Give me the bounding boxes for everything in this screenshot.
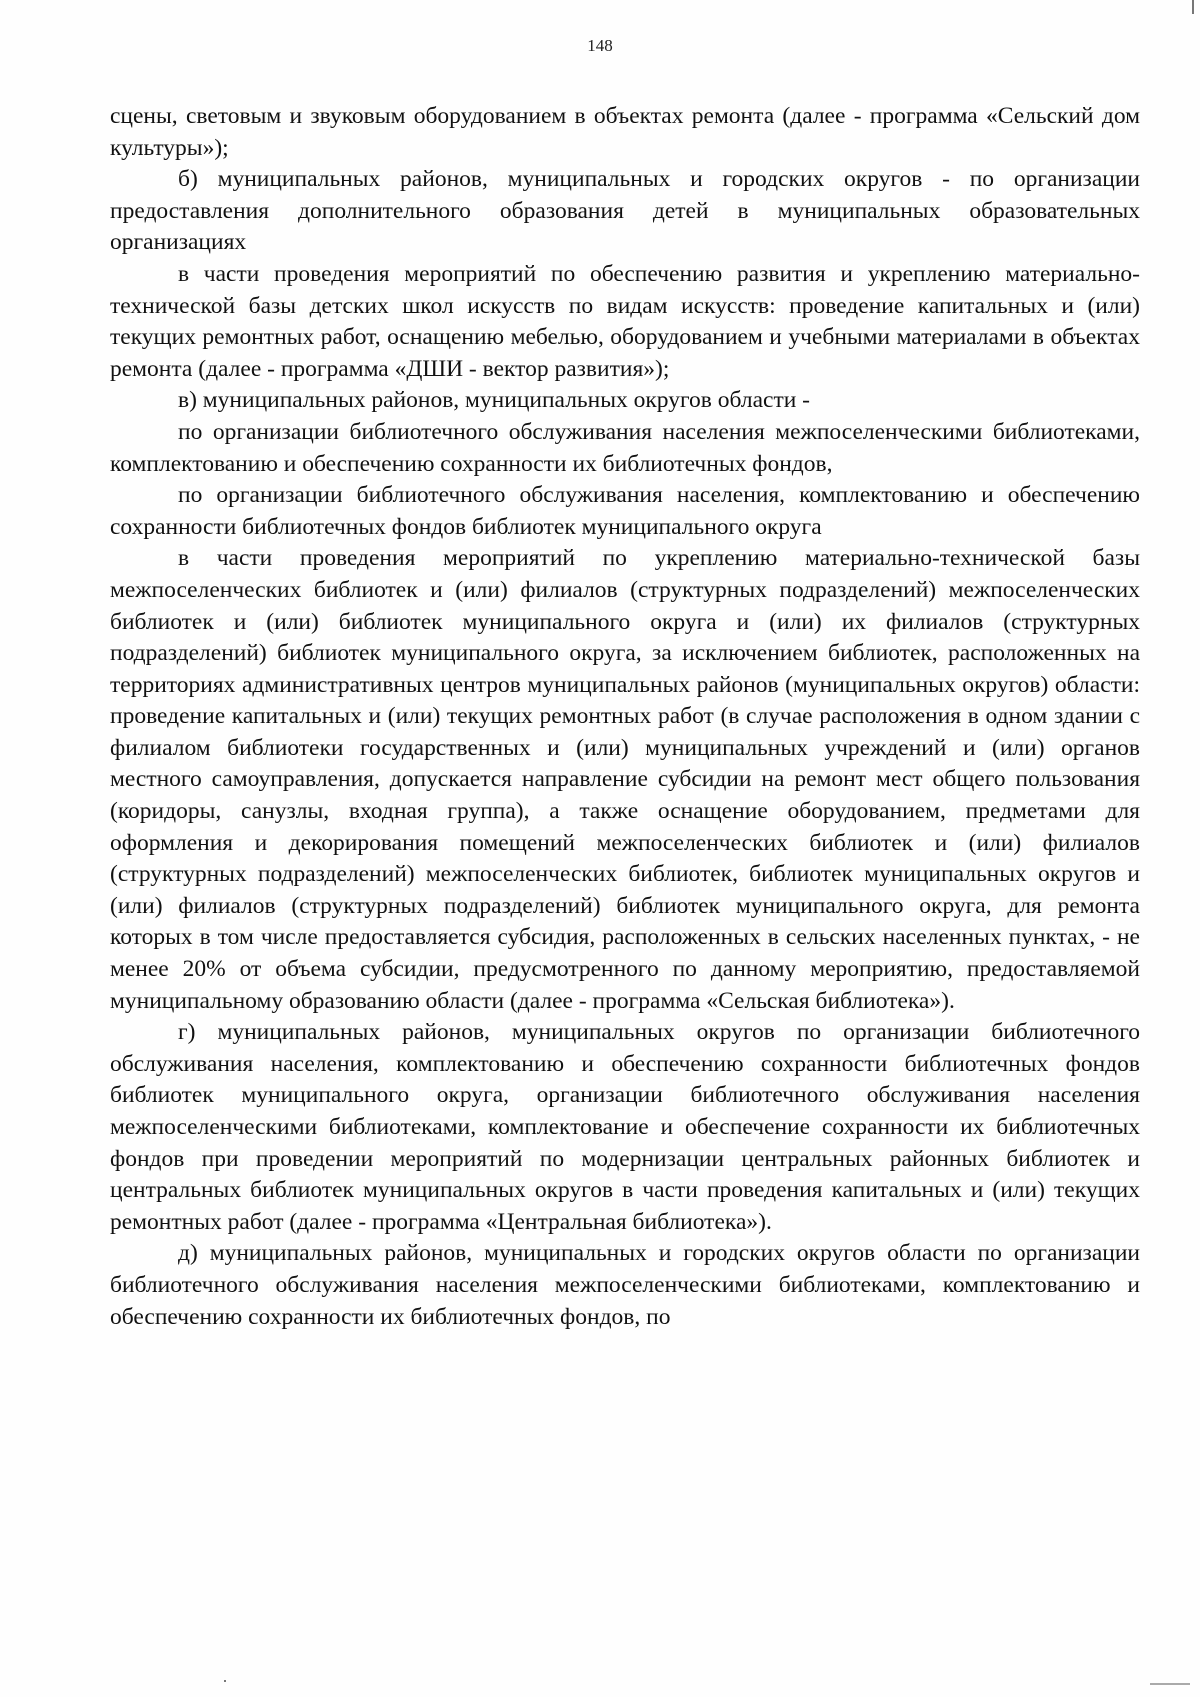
paragraph-6: по организации библиотечного обслуживания населения, комплектованию и обеспечению сохранности библиотечных фондов библиотек муниципального округа xyxy=(110,482,1140,540)
paragraph-7: в части проведения мероприятий по укреплению материально-технической базы межпоселенческих библиотек и (или) филиалов (структурных подразделений) межпоселенческих библиотек и (или) библиотек муниципального округа и (или) их филиалов (структурных подразделений) библиотек муниципального округа, за исключением библиотек, расположенных на территориях административных центров муниципальных районов (муниципальных округов) области: проведение капитальных и (или) текущих ремонтных работ (в случае расположения в одном здании с филиалом библиотеки государственных и (или) муниципальных учреждений и (или) органов местного самоуправления, допускается направление субсидии на ремонт мест общего пользования (коридоры, санузлы, входная группа), а также оснащение оборудованием, предметами для оформления и декорирования помещений межпоселенческих библиотек и (или) филиалов (структурных подразделений) межпоселенческих библиотек, библиотек муниципальных округов и (или) филиалов (структурных подразделений) библиотек муниципального округа, для ремонта которых в том числе предоставляется субсидия, расположенных в сельских населенных пунктах, - не менее 20% от объема субсидии, предусмотренного по данному мероприятию, предоставляемой муниципальному образованию области (далее - программа «Сельская библиотека»). xyxy=(110,545,1140,1014)
paragraph-3: в части проведения мероприятий по обеспечению развития и укреплению материально-технической базы детских школ искусств по видам искусств: проведение капитальных и (или) текущих ремонтных работ, оснащению мебелью, оборудованием и учебными материалами в объектах ремонта (далее - программа «ДШИ - вектор развития»); xyxy=(110,260,1140,382)
document-body xyxy=(110,101,1140,1333)
page-number: 148 xyxy=(587,36,613,55)
paragraph-1: сцены, световым и звуковым оборудованием в объектах ремонта (далее - программа «Сельский дом культуры»); xyxy=(110,103,1140,161)
paragraph-8: г) муниципальных районов, муниципальных округов по организации библиотечного обслуживания населения, комплектованию и обеспечению сохранности библиотечных фондов библиотек муниципального округа, организации библиотечного обслуживания населения межпоселенческими библиотеками, комплектование и обеспечение сохранности их библиотечных фондов при проведении мероприятий по модернизации центральных районных библиотек и центральных библиотек муниципальных округов в части проведения капитальных и (или) текущих ремонтных работ (далее - программа «Центральная библиотека»). xyxy=(110,1019,1140,1235)
scan-mark-top-right xyxy=(1192,0,1194,14)
paragraph-9: д) муниципальных районов, муниципальных и городских округов области по организации библиотечного обслуживания населения межпоселенческими библиотеками, комплектованию и обеспечению сохранности их библиотечных фондов, по xyxy=(110,1240,1140,1330)
paragraph-4: в) муниципальных районов, муниципальных округов области - xyxy=(178,387,811,414)
scan-mark-bottom-left xyxy=(224,1680,226,1682)
scan-mark-bottom-right xyxy=(1150,1683,1190,1685)
paragraph-2: б) муниципальных районов, муниципальных и городских округов - по организации предоставления дополнительного образования детей в муниципальных образовательных организациях xyxy=(110,166,1140,256)
paragraph-5: по организации библиотечного обслуживания населения межпоселенческими библиотеками, комплектованию и обеспечению сохранности их библиотечных фондов, xyxy=(110,418,1140,477)
